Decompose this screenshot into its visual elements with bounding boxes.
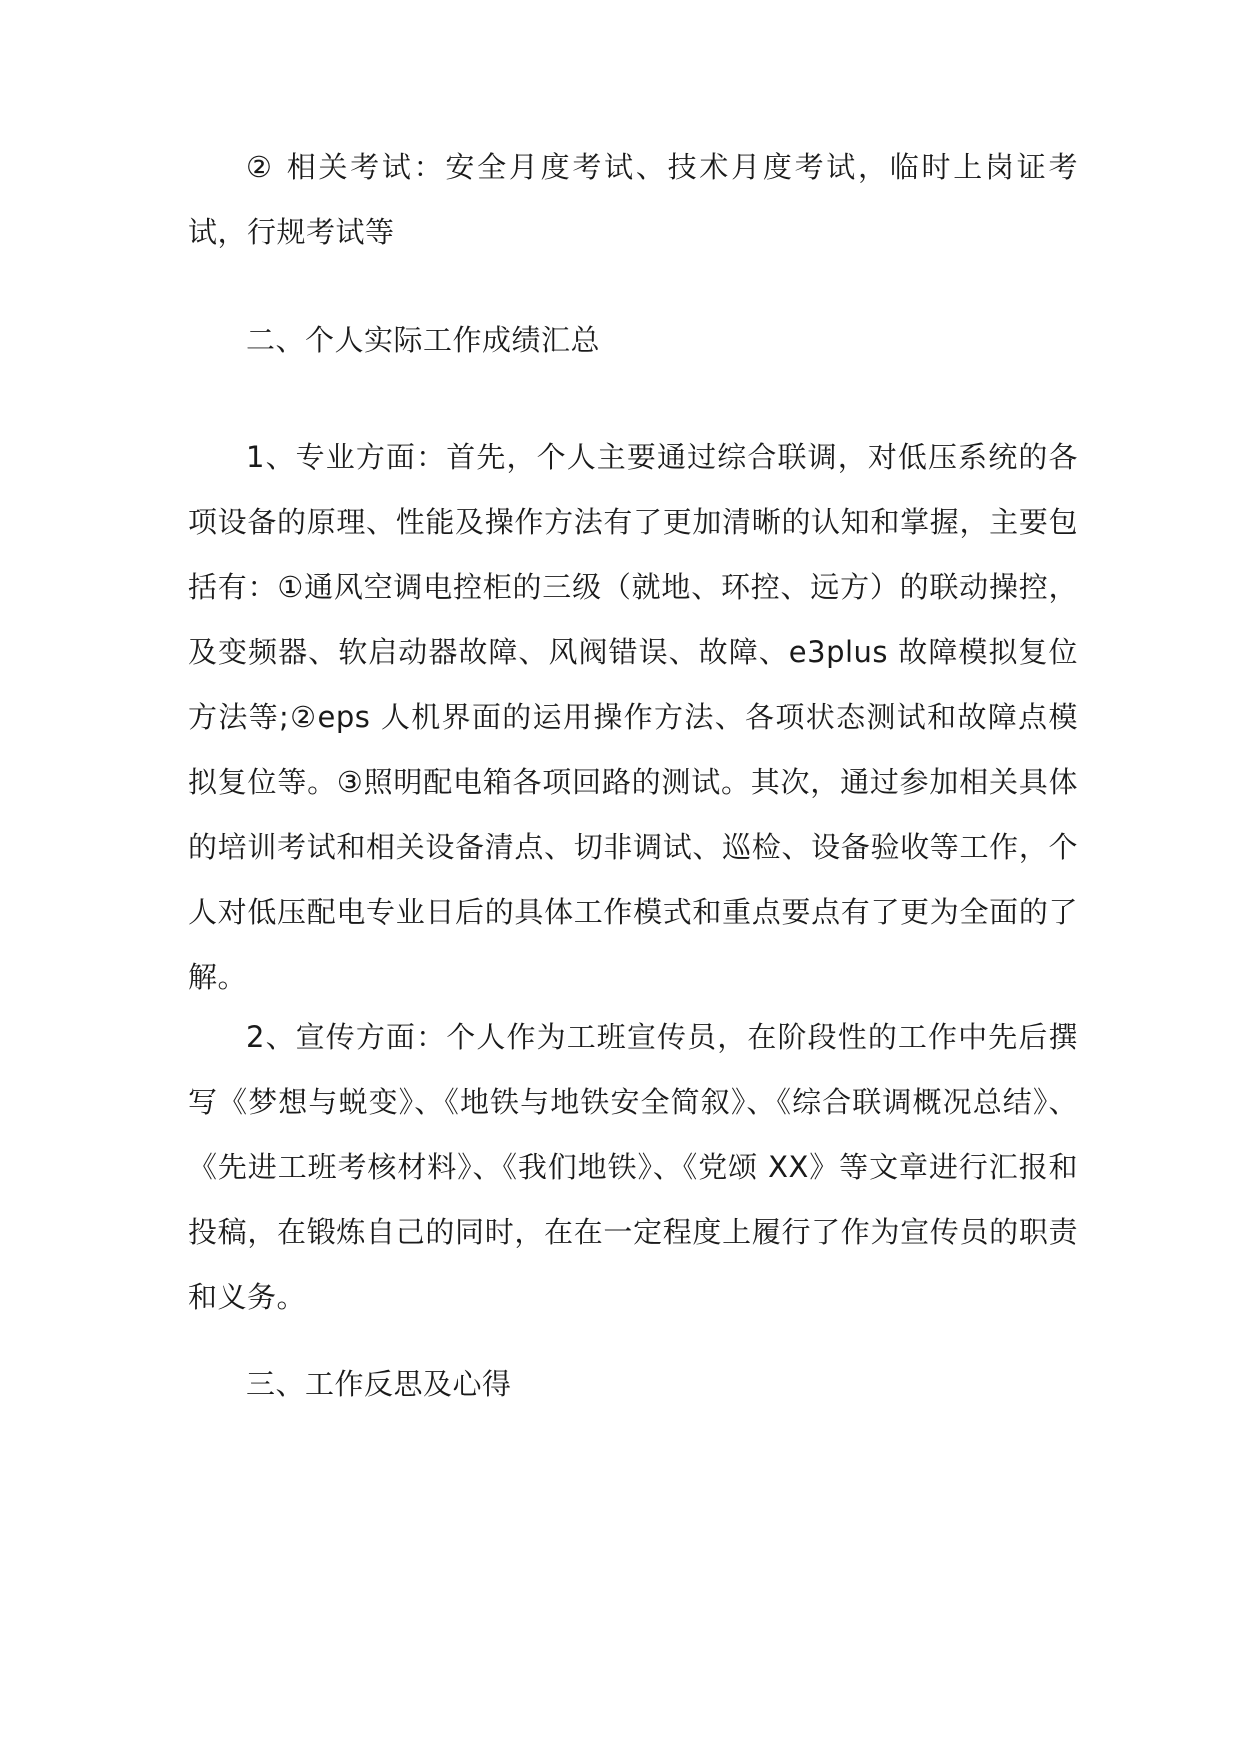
- section-3-heading: 三、工作反思及心得: [246, 1367, 512, 1401]
- exam-item-paragraph: ② 相关考试：安全月度考试、技术月度考试，临时上岗证考试，行规考试等: [188, 150, 1078, 249]
- publicity-paragraph: 2、宣传方面：个人作为工班宣传员，在阶段性的工作中先后撰写《梦想与蜕变》、《地铁与地铁安全简叙》、《综合联调概况总结》、《先进工班考核材料》、《我们地铁》、《党颂 XX》等文章进行汇报和投稿，在锻炼自己的同时，在在一定程度上履行了作为宣传员的职责和义务。: [188, 1020, 1078, 1314]
- section-2-heading: 二、个人实际工作成绩汇总: [246, 323, 601, 357]
- professional-paragraph: 1、专业方面：首先，个人主要通过综合联调，对低压系统的各项设备的原理、性能及操作方法有了更加清晰的认知和掌握，主要包括有：①通风空调电控柜的三级（就地、环控、远方）的联动操控，及变频器、软启动器故障、风阀错误、故障、e3plus 故障模拟复位方法等;②eps 人机界面的运用操作方法、各项状态测试和故障点模拟复位等。③照明配电箱各项回路的测试。其次，通过参加相关具体的培训考试和相关设备清点、切非调试、巡检、设备验收等工作，个人对低压配电专业日后的具体工作模式和重点要点有了更为全面的了解。: [188, 440, 1078, 994]
